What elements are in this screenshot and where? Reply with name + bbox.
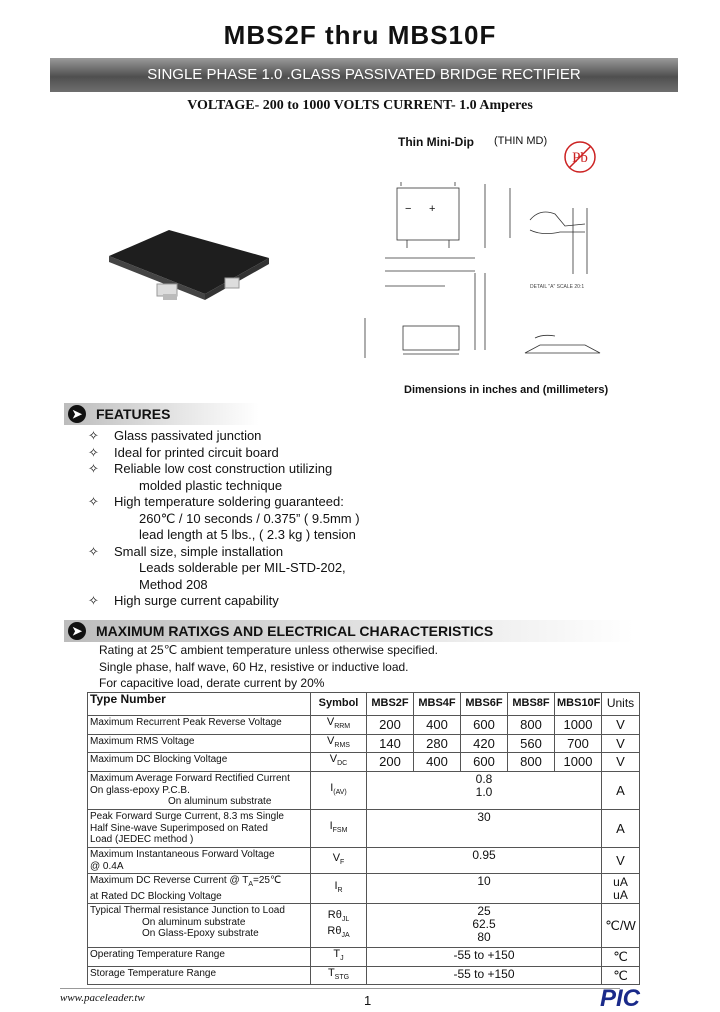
symbol-cell	[311, 966, 367, 985]
symbol-text: V	[332, 851, 341, 864]
symbol-cell	[311, 848, 367, 874]
value-line: 10	[477, 874, 491, 889]
value-line: 1.0	[475, 785, 493, 800]
feature-item	[88, 461, 360, 494]
unit-text: ℃	[613, 967, 628, 983]
note-line: Single phase, half wave, 60 Hz, resistive or inductive load.	[99, 659, 409, 674]
features-list	[88, 428, 360, 610]
value-line: 0.8	[475, 772, 493, 787]
feature-text: High surge current capability	[114, 593, 279, 608]
symbol	[313, 821, 364, 837]
value-cell	[367, 966, 602, 985]
value-cell: 700	[555, 734, 602, 753]
footer-url[interactable]: www.paceleader.tw	[60, 992, 145, 1004]
parameter-line: Typical Thermal resistance Junction to Load	[90, 905, 285, 917]
parameter-cell	[88, 772, 311, 810]
symbol-text: T	[333, 948, 341, 961]
symbol	[313, 717, 364, 733]
model-header: MBS6F	[461, 693, 508, 716]
value-cell: 1000	[555, 753, 602, 772]
bullet-icon: ✧	[88, 444, 99, 460]
symbol-text: Rθ	[327, 908, 342, 921]
parameter-line: @ 0.4A	[90, 860, 124, 872]
bullet-icon: ✧	[88, 593, 99, 608]
symbol	[313, 754, 364, 770]
parameter-text: Maximum DC Reverse Current @ T	[90, 875, 249, 887]
unit-text: ℃/W	[605, 917, 636, 933]
symbol-text: I	[334, 879, 338, 892]
table-row	[88, 874, 640, 904]
unit-cell	[602, 810, 640, 848]
value-line: -55 to +150	[453, 966, 515, 981]
unit-text: V	[616, 735, 625, 751]
model-header: MBS2F	[367, 693, 414, 716]
ratings-table	[87, 692, 640, 985]
parameter-text: =25℃	[253, 875, 282, 887]
unit-text: V	[616, 717, 625, 733]
feature-item	[88, 544, 360, 594]
parameter-line: On aluminum substrate	[142, 916, 246, 928]
feature-item	[88, 593, 360, 610]
parameter-line: Storage Temperature Range	[90, 967, 217, 979]
feature-text: lead length at 5 lbs., ( 2.3 kg ) tension	[139, 527, 356, 542]
table-row	[88, 716, 640, 735]
value-cell: 280	[414, 734, 461, 753]
model-header: MBS8F	[508, 693, 555, 716]
parameter-line: Maximum Average Forward Rectified Current	[90, 773, 290, 785]
parameter-cell	[88, 734, 311, 753]
symbol	[313, 949, 364, 965]
symbol-text: T	[327, 966, 335, 979]
symbol	[313, 783, 364, 799]
parameter-line: Maximum Recurrent Peak Reverse Voltage	[90, 717, 282, 728]
voltage-current-rating: VOLTAGE- 200 to 1000 VOLTS CURRENT- 1.0 Amperes	[187, 98, 533, 113]
feature-text: High temperature soldering guaranteed:	[114, 494, 344, 509]
value-cell	[367, 772, 602, 810]
parameter-line: On glass-epoxy P.C.B.	[90, 784, 190, 796]
parameter-cell	[88, 810, 311, 848]
value-cell: 800	[508, 753, 555, 772]
symbol-subscript: JA	[341, 931, 350, 939]
symbol-subscript: (AV)	[333, 788, 347, 796]
value-line: 80	[477, 930, 491, 945]
feature-text: 260℃ / 10 seconds / 0.375” ( 9.5mm )	[139, 510, 360, 526]
symbol	[313, 736, 364, 752]
feature-text: Glass passivated junction	[114, 428, 262, 443]
company-logo	[596, 984, 680, 1010]
bullet-icon: ✧	[88, 428, 99, 443]
value-cell: 800	[508, 716, 555, 735]
parameter-line	[90, 875, 308, 891]
parameter-cell	[88, 848, 311, 874]
unit-cell	[602, 753, 640, 772]
symbol	[313, 968, 364, 984]
minus-terminal: −	[405, 203, 412, 215]
symbol-cell	[311, 810, 367, 848]
rating-notes	[99, 642, 438, 692]
arrow-circle-icon: ➤	[68, 405, 86, 423]
logo-text: PIC	[600, 985, 641, 1010]
unit-cell	[602, 966, 640, 985]
symbol	[313, 910, 364, 926]
feature-text: Method 208	[139, 576, 208, 592]
symbol-text: I	[329, 819, 333, 832]
symbol-subscript: R	[337, 886, 343, 894]
symbol-cell	[311, 948, 367, 967]
table-row	[88, 772, 640, 810]
table-row	[88, 904, 640, 948]
features-heading-text: FEATURES	[96, 406, 171, 422]
parameter-subscript: A	[248, 881, 254, 889]
unit-text: A	[616, 820, 625, 836]
parameter-line: Half Sine-wave Superimposed on Rated	[90, 822, 268, 834]
table-row	[88, 848, 640, 874]
value-cell	[367, 810, 602, 848]
parameter-line: at Rated DC Blocking Voltage	[90, 890, 222, 902]
value-cell: 420	[461, 734, 508, 753]
units-header: Units	[602, 693, 640, 716]
symbol-text: Rθ	[327, 924, 342, 937]
symbol-cell	[311, 904, 367, 948]
symbol-cell	[311, 734, 367, 753]
symbol-cell	[311, 772, 367, 810]
unit-cell	[602, 948, 640, 967]
symbol-subscript: RRM	[334, 723, 351, 731]
table-row	[88, 810, 640, 848]
characteristics-heading	[64, 620, 634, 642]
parameter-cell	[88, 753, 311, 772]
page-title: MBS2F thru MBS10F	[223, 20, 497, 50]
type-number-header: Type Number	[88, 693, 311, 716]
page-number: 1	[364, 993, 372, 1008]
parameter-line: Maximum DC Blocking Voltage	[90, 754, 228, 766]
unit-cell	[602, 874, 640, 904]
pb-label: Pb	[572, 150, 588, 166]
table-row	[88, 734, 640, 753]
feature-item	[88, 494, 360, 544]
characteristics-heading-text: MAXIMUM RATIXGS AND ELECTRICAL CHARACTERISTICS	[96, 623, 494, 639]
parameter-cell	[88, 904, 311, 948]
table-header-row	[88, 693, 640, 716]
table-row	[88, 753, 640, 772]
unit-cell	[602, 716, 640, 735]
unit-text: ℃	[613, 949, 628, 965]
symbol-subscript: FSM	[332, 826, 348, 834]
parameter-line: On aluminum substrate	[168, 796, 272, 808]
symbol-text: V	[329, 753, 338, 766]
bullet-icon: ✧	[88, 461, 99, 476]
value-cell: 1000	[555, 716, 602, 735]
value-cell	[367, 848, 602, 874]
value-cell	[367, 948, 602, 967]
value-cell: 560	[508, 734, 555, 753]
value-line: 25	[477, 904, 491, 919]
parameter-line: Maximum Instantaneous Forward Voltage	[90, 849, 275, 861]
unit-cell	[602, 904, 640, 948]
unit-cell	[602, 772, 640, 810]
symbol-subscript: DC	[337, 760, 348, 768]
value-cell: 600	[461, 753, 508, 772]
value-cell: 400	[414, 716, 461, 735]
parameter-line: Operating Temperature Range	[90, 949, 225, 961]
unit-text: V	[616, 852, 625, 868]
value-cell	[367, 874, 602, 904]
feature-text: Ideal for printed circuit board	[114, 444, 279, 460]
value-line: 30	[477, 810, 491, 825]
features-heading	[64, 403, 259, 425]
bullet-icon: ✧	[88, 543, 99, 559]
feature-text: molded plastic technique	[139, 477, 283, 493]
parameter-cell	[88, 874, 311, 904]
symbol-text: V	[327, 734, 335, 747]
lead-free-icon	[562, 139, 598, 175]
model-header: MBS4F	[414, 693, 461, 716]
table-row	[88, 966, 640, 985]
feature-text: Reliable low cost construction utilizing	[114, 461, 333, 476]
arrow-circle-icon: ➤	[68, 622, 86, 640]
parameter-line: Maximum RMS Voltage	[90, 735, 195, 747]
feature-text: Small size, simple installation	[114, 543, 284, 559]
package-alias: (THIN MD)	[494, 135, 548, 147]
symbol-text: I	[330, 781, 334, 794]
symbol-cell	[311, 716, 367, 735]
symbol-subscript: STG	[334, 973, 350, 981]
model-header: MBS10F	[555, 693, 602, 716]
symbol-cell	[311, 753, 367, 772]
plus-terminal: +	[429, 203, 436, 215]
unit-line: uA	[613, 874, 628, 889]
unit-cell	[602, 848, 640, 874]
symbol	[313, 881, 364, 897]
parameter-line: Peak Forward Surge Current, 8.3 ms Single	[90, 811, 284, 823]
symbol-header: Symbol	[311, 693, 367, 716]
symbol-subscript: JL	[341, 916, 350, 924]
package-photo	[105, 218, 275, 308]
bullet-icon: ✧	[88, 494, 99, 509]
value-cell: 140	[367, 734, 414, 753]
table-row	[88, 948, 640, 967]
unit-text: A	[616, 782, 625, 798]
value-line: 62.5	[472, 917, 496, 932]
symbol	[313, 926, 364, 942]
parameter-line: On Glass-Epoxy substrate	[142, 928, 259, 940]
dimensions-caption: Dimensions in inches and (millimeters)	[404, 384, 609, 396]
symbol-subscript: RMS	[334, 741, 350, 749]
dimension-drawing	[355, 178, 610, 373]
value-cell: 600	[461, 716, 508, 735]
symbol	[313, 853, 364, 869]
feature-item	[88, 428, 360, 445]
value-cell: 200	[367, 753, 414, 772]
unit-cell	[602, 734, 640, 753]
symbol-subscript: J	[340, 955, 344, 963]
package-name: Thin Mini-Dip	[398, 135, 474, 149]
value-line: 0.95	[472, 848, 496, 863]
value-cell: 200	[367, 716, 414, 735]
title-banner: SINGLE PHASE 1.0 .GLASS PASSIVATED BRIDGE RECTIFIER	[50, 58, 678, 92]
parameter-cell	[88, 948, 311, 967]
footer-divider	[60, 988, 620, 989]
unit-text: V	[616, 754, 625, 770]
note-line: For capacitive load, derate current by 20%	[99, 676, 325, 690]
feature-text: Leads solderable per MIL-STD-202,	[139, 560, 346, 575]
symbol-subscript: F	[340, 858, 345, 866]
parameter-line: Load (JEDEC method )	[90, 834, 194, 846]
parameter-cell	[88, 966, 311, 985]
parameter-cell	[88, 716, 311, 735]
symbol-cell	[311, 874, 367, 904]
unit-line: uA	[613, 887, 628, 902]
detail-label: DETAIL "A" SCALE 20:1	[530, 284, 585, 290]
note-line: Rating at 25℃ ambient temperature unless otherwise specified.	[99, 643, 438, 657]
value-cell	[367, 904, 602, 948]
value-line: -55 to +150	[453, 948, 515, 963]
feature-item	[88, 445, 360, 462]
value-cell: 400	[414, 753, 461, 772]
symbol-text: V	[326, 716, 335, 728]
